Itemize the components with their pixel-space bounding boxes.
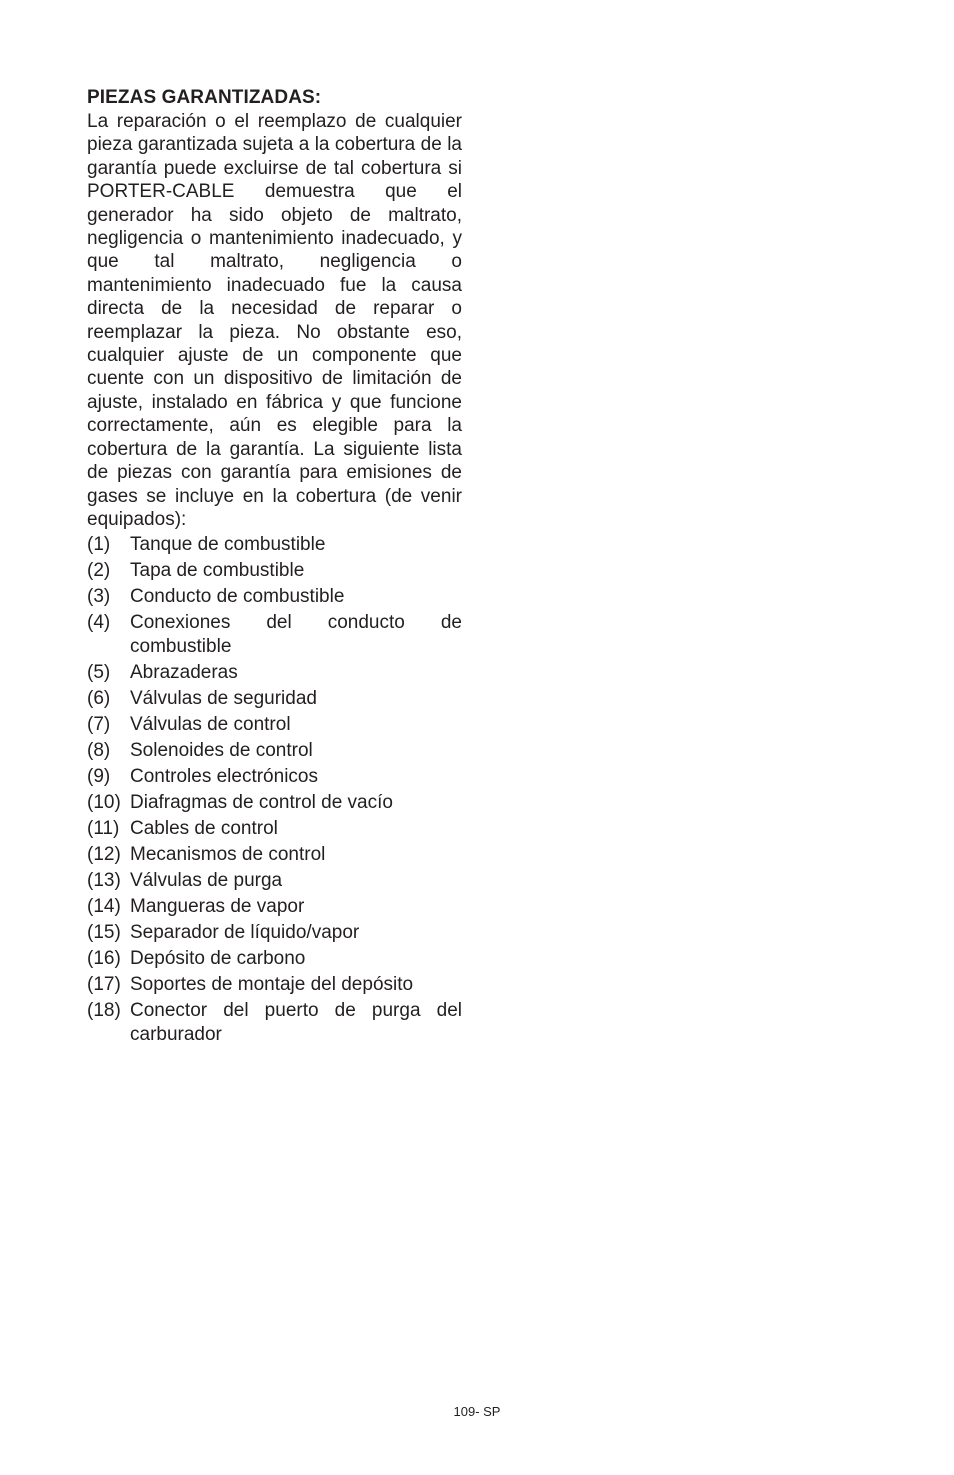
list-item: [87, 739, 462, 763]
item-text: Solenoides de control: [130, 740, 313, 762]
item-text: Conexiones del conducto de combustible: [130, 612, 462, 658]
item-number: (16): [87, 948, 121, 970]
item-number: (15): [87, 922, 121, 944]
item-number: (4): [87, 612, 111, 634]
parts-list: [87, 533, 462, 1047]
item-text: Válvulas de purga: [130, 870, 283, 892]
list-item: [87, 895, 462, 919]
item-number: (9): [87, 766, 111, 788]
item-text: Tanque de combustible: [130, 534, 326, 556]
item-text: Depósito de carbono: [130, 948, 306, 970]
item-number: (14): [87, 896, 121, 918]
item-text: Conducto de combustible: [130, 586, 345, 608]
list-item: [87, 765, 462, 789]
list-item: [87, 869, 462, 893]
list-item: [87, 921, 462, 945]
section-paragraph: La reparación o el reemplazo de cualquier pieza garantizada sujeta a la cobertura de la garantía puede excluirse de tal cobertura si PORTER-CABLE demuestra que el generador ha sido objeto de maltrato, negligencia o mantenimiento inadecuado, y que tal maltrato, negligencia o mantenimiento inadecuado fue la causa directa de la necesidad de reparar o reemplazar la pieza. No obstante eso, cualquier ajuste de un componente que cuente con un dispositivo de limitación de ajuste, instalado en fábrica y que funcione correctamente, aún es elegible para la cobertura de la garantía. La siguiente lista de piezas con garantía para emisiones de gases se incluye en la cobertura (de venir equipados):: [87, 111, 462, 530]
item-text: Mangueras de vapor: [130, 896, 305, 918]
page-number: [0, 1404, 954, 1420]
item-number: (6): [87, 688, 111, 710]
list-item: [87, 999, 462, 1047]
list-item: [87, 687, 462, 711]
list-item: [87, 713, 462, 737]
list-item: [87, 533, 462, 557]
item-text: Tapa de combustible: [130, 560, 305, 582]
item-number: (3): [87, 586, 111, 608]
item-number: (12): [87, 844, 121, 866]
item-text: Soportes de montaje del depósito: [130, 974, 414, 996]
list-item: [87, 843, 462, 867]
item-text: Cables de control: [130, 818, 278, 840]
item-text: Diafragmas de control de vacío: [130, 792, 393, 814]
item-number: (5): [87, 662, 111, 684]
item-text: Válvulas de control: [130, 714, 291, 736]
item-text: Válvulas de seguridad: [130, 688, 317, 710]
list-item: [87, 661, 462, 685]
item-number: (1): [87, 534, 111, 556]
item-number: (10): [87, 792, 121, 814]
item-text: Controles electrónicos: [130, 766, 318, 788]
item-text: Abrazaderas: [130, 662, 238, 684]
item-number: (7): [87, 714, 111, 736]
warranty-parts-section: [87, 86, 462, 1049]
item-text: Mecanismos de control: [130, 844, 326, 866]
item-number: (11): [87, 818, 120, 840]
list-item: [87, 585, 462, 609]
list-item: [87, 817, 462, 841]
item-text: Conector del puerto de purga del carburador: [130, 1000, 462, 1046]
item-number: (8): [87, 740, 111, 762]
list-item: [87, 791, 462, 815]
item-text: Separador de líquido/vapor: [130, 922, 360, 944]
list-item: [87, 973, 462, 997]
item-number: (2): [87, 560, 111, 582]
section-heading: PIEZAS GARANTIZADAS:: [87, 87, 322, 108]
item-number: (13): [87, 870, 121, 892]
item-number: (17): [87, 974, 121, 996]
list-item: [87, 559, 462, 583]
list-item: [87, 611, 462, 659]
item-number: (18): [87, 1000, 121, 1022]
list-item: [87, 947, 462, 971]
page-number-label: 109- SP: [453, 1404, 501, 1419]
